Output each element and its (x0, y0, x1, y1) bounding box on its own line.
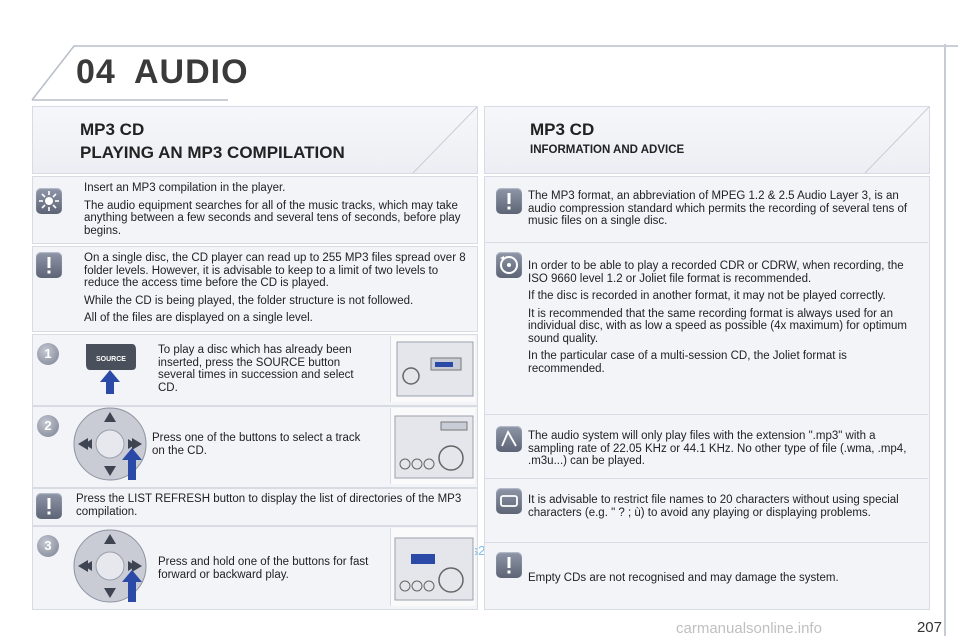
disc-recording-icon (496, 252, 522, 278)
info-block2-line-1: In order to be able to play a recorded CDR or CDRW, when recording, the ISO 9660 level 1.2 or Joliet file format is recommended. (528, 260, 904, 285)
info-block3-text: The audio system will only play files with the extension ".mp3" with a sampling rate of 22.05 KHz or 44.1 KHz. No other type of file (.wma, .mp4, .m3u...) can be played. (528, 430, 907, 467)
left-title-line2: PLAYING AN MP3 COMPILATION (80, 143, 345, 162)
info-block2-line-4: In the particular case of a multi-session CD, the Joliet format is recommended. (528, 350, 847, 375)
warning-icon (496, 188, 522, 214)
source-button-illustration (82, 340, 138, 396)
source-button-label: SOURCE (96, 356, 126, 363)
page-number: 207 (916, 619, 942, 636)
step2-badge: 2 (37, 415, 59, 437)
step2-text: Press one of the buttons to select a track on the CD. (152, 432, 361, 457)
intro-text (84, 182, 464, 242)
filename-icon (496, 488, 522, 514)
note1-line-1: On a single disc, the CD player can read up to 255 MP3 files spread over 8 folder levels. However, it is advisable to keep to a limit of two levels to reduce the access time before the CD is played. (84, 252, 466, 289)
warning-icon (36, 252, 62, 278)
divider (484, 542, 928, 543)
step1-text: To play a disc which has already been inserted, press the SOURCE button several times in succession and select CD. (158, 344, 354, 394)
step3-badge: 3 (37, 535, 59, 557)
right-section-header (484, 106, 930, 174)
right-title: MP3 CD (530, 120, 595, 139)
warning-icon (496, 552, 522, 578)
intro-line-1: Insert an MP3 compilation in the player. (84, 182, 286, 194)
note1-line-3: All of the files are displayed on a single level. (84, 312, 313, 324)
chapter-title: AUDIO (134, 53, 249, 91)
note1-line-2: While the CD is being played, the folder structure is not followed. (84, 294, 414, 307)
footer-watermark: carmanualsonline.info (676, 620, 822, 637)
info-block5-text: Empty CDs are not recognised and may damage the system. (528, 572, 839, 584)
direction-pad-illustration (70, 404, 150, 484)
music-file-icon (496, 426, 522, 452)
right-margin-rule (944, 44, 946, 636)
radio-thumbnail-3 (390, 528, 475, 606)
info-block2-line-3: It is recommended that the same recording format is always used for an individual disc, with as low a speed as possible (4x maximum) for optimum sound quality. (528, 307, 908, 345)
chapter-number: 04 (76, 53, 116, 91)
info-block2-line-2: If the disc is recorded in another format, it may not be played correctly. (528, 290, 886, 302)
divider (484, 242, 928, 243)
info-block4-text: It is advisable to restrict file names to 20 characters without using special characters (e.g. " ? ; ù) to avoid any playing or displaying problems. (528, 494, 899, 519)
radio-thumbnail-2 (390, 408, 475, 484)
header-corner-decoration (393, 107, 477, 173)
divider (484, 414, 928, 415)
left-section-header (32, 106, 478, 174)
info-block2-text (528, 260, 908, 380)
note1-text (84, 252, 468, 330)
note2-text: Press the LIST REFRESH button to display the list of directories of the MP3 compilation. (76, 493, 462, 518)
warning-icon (36, 493, 62, 519)
radio-thumbnail-1 (390, 336, 475, 402)
step1-badge: 1 (37, 343, 59, 365)
right-subtitle: INFORMATION AND ADVICE (530, 144, 685, 156)
info-block1-text: The MP3 format, an abbreviation of MPEG 1.2 & 2.5 Audio Layer 3, is an audio compression standard which permits the recording of several tens of music files on a single disc. (528, 190, 908, 227)
intro-line-2: The audio equipment searches for all of the music tracks, which may take anything between a few seconds and several tens of seconds, before play begins. (84, 199, 461, 237)
header-corner-decoration (845, 107, 929, 173)
left-title-line1: MP3 CD (80, 120, 145, 139)
step3-text: Press and hold one of the buttons for fast forward or backward play. (158, 556, 369, 581)
direction-pad-illustration (70, 526, 150, 606)
divider (484, 478, 928, 479)
sun-icon (36, 188, 62, 214)
